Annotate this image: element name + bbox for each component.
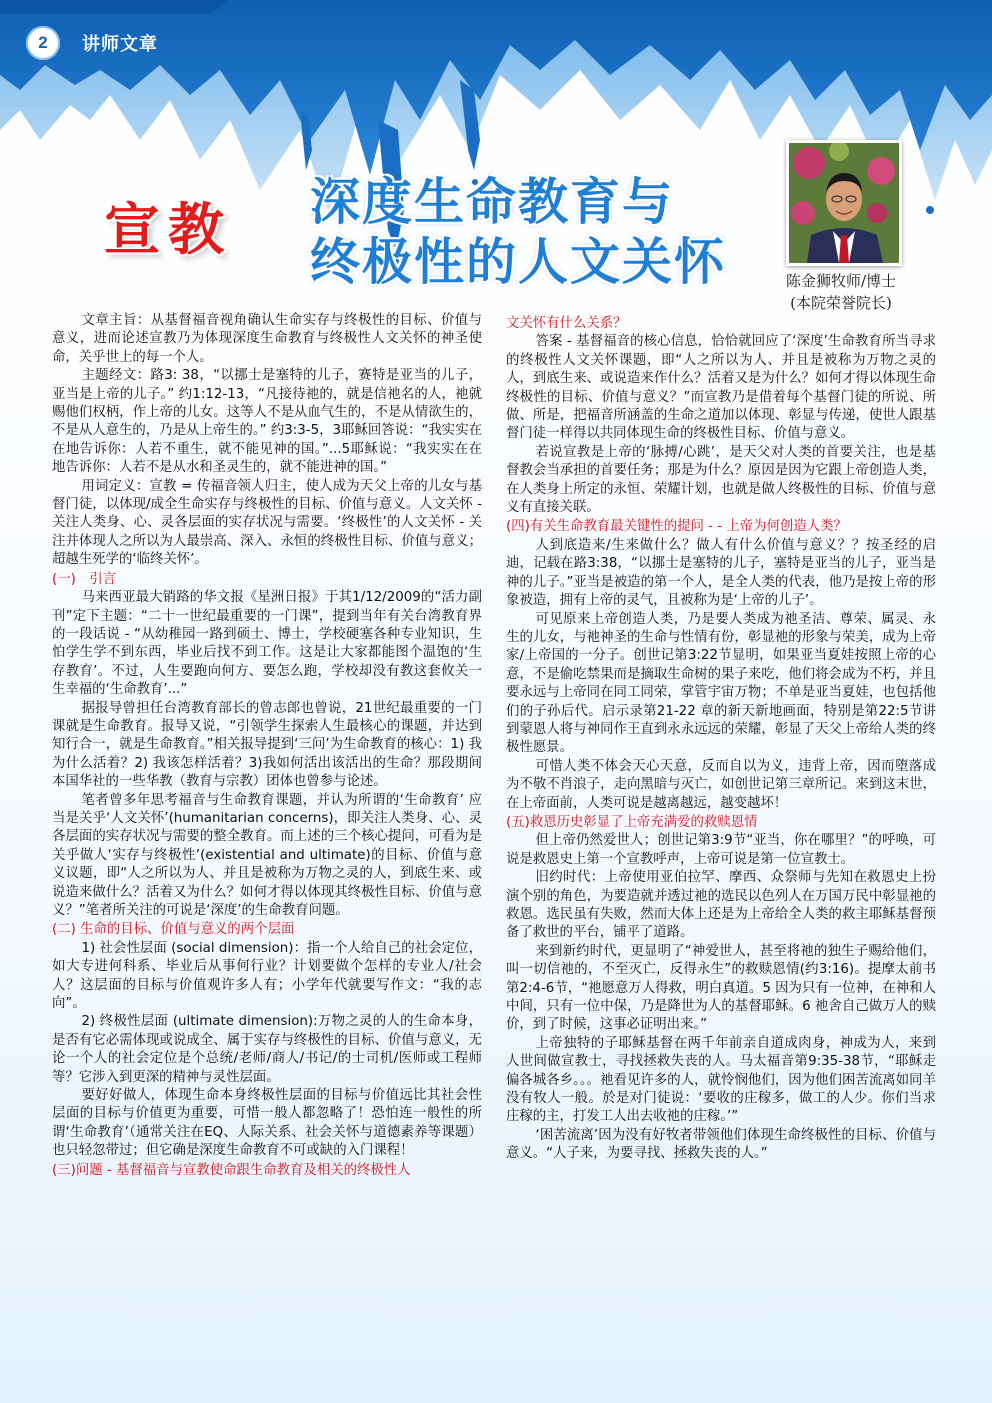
paragraph: 来到新约时代，更显明了“神爱世人，甚至将祂的独生子赐给他们，叫一切信祂的，不至灭亡，反得永生”的救赎恩情(约3:16)。提摩太前书第2:4-6节，“祂愿意万人得救，明白真道。5 因为只有一位神，在神和人中间，只有一位中保，乃是降世为人的基督耶稣。6 祂舍自己做万人的赎价，到了时候，这事必证明出来。”	[506, 943, 936, 1033]
column-right	[506, 314, 936, 1164]
paragraph: 主题经文：路3: 38，“以挪士是塞特的儿子，赛特是亚当的儿子，亚当是上帝的儿子。” 约1:12-13，“凡接待祂的，就是信祂名的人，祂就赐他们权柄，作上帝的儿女。这等人不是从血气生的，不是从情欲生的，不是从人意生的，乃是从上帝生的。” 约3:3-5，3耶稣回答说：“我实实在在地告诉你：人若不重生，就不能见神的国。”...5耶稣说：“我实实在在地告诉你：人若不是从水和圣灵生的，就不能进神的国。”	[52, 368, 482, 476]
paragraph: ‘困苦流离’因为没有好牧者带领他们体现生命终极性的目标、价值与意义。“人子来，为要寻找、拯救失丧的人。”	[506, 1127, 936, 1162]
paragraph: 据报导曾担任台湾教育部长的曾志郎也曾说，21世纪最重要的一门课就是生命教育。报导又说，“引领学生探索人生最核心的课题，并达到知行合一，就是生命教育。”相关报导提到‘三问’为生命教育的核心：1) 我为什么活着？2) 我该怎样活着？3)我如何活出该活出的生命？那段期间本国华社的一些华教（教育与宗教）团体也曾参与论述。	[52, 700, 482, 790]
header-bar	[0, 26, 200, 60]
title-red-word: 宣教	[104, 197, 232, 263]
page-number: 2	[26, 26, 60, 60]
section-heading-continued: 文关怀有什么关系？	[506, 316, 627, 331]
paragraph: 可惜人类不体会天心天意，反而自以为义，违背上帝，因而堕落成为不敬不肖浪子，走向黑暗与灭亡，如创世记第三章所记。来到这末世，在上帝面前，人类可说是越离越远，越变越坏！	[506, 758, 936, 811]
section-heading: (一) 引言	[52, 571, 117, 587]
paragraph: 但上帝仍然爱世人；创世记第3:9节“亚当，你在哪里？”的呼唤，可说是救恩史上第一个宣教呼声，上帝可说是第一位宣教士。	[506, 833, 936, 867]
author-photo	[786, 140, 902, 266]
paragraph: 若说宣教是上帝的‘脉搏/心跳’，是天父对人类的首要关注，也是基督教会当承担的首要任务；那是为什么？原因是因为它跟上帝创造人类，在人类身上所定的永恒、荣耀计划，也就是做人终极性的目标、价值与意义有直接关联。	[506, 444, 936, 516]
section-heading: (五)救恩历史彰显了上帝充满爱的救赎恩情	[506, 814, 758, 830]
paragraph: 要好好做人，体现生命本身终极性层面的目标与价值远比其社会性层面的目标与价值更为重要，可惜一般人都忽略了！恐怕连一般性的所谓‘生命教育’（通常关注在EQ、人际关系、社会关怀与道德素养等课题）也只轻忽带过；但它确是深度生命教育不可或缺的入门课程！	[52, 1088, 482, 1159]
paragraph: 答案 - 基督福音的核心信息，恰恰就回应了‘深度’生命教育所当寻求的终极性人文关怀课题，即“人之所以为人、并且是被称为万物之灵的人，到底生来、或说造来作什么？活着又是为什么？如何才得以体现生命终极性的目标、价值与意义？”而宣教乃是借着每个基督门徒的所说、所做、所是，把福音所涵盖的生命之道加以体现、彰显与传递，使世人跟基督门徒一样得以共同体现生命的终极性目标、价值与意义。	[506, 334, 936, 442]
paragraph: 上帝独特的子耶稣基督在两千年前亲自道成肉身，神成为人，来到人世间做宣教士，寻找拯救失丧的人。马太福音第9:35-38节，“耶稣走偏各城各乡。。。祂看见许多的人，就怜悯他们，因为他们困苦流离如同羊没有牧人一般。於是对门徒说：‘要收的庄稼多，做工的人少。你们当求庄稼的主，打发工人出去收祂的庄稼。’”	[506, 1035, 936, 1125]
paragraph: 旧约时代：上帝使用亚伯拉罕、摩西、众祭师与先知在救恩史上扮演个别的角色，为要造就并透过祂的选民以色列人在万国万民中彰显祂的救恩。选民虽有失败，然而大体上还是为上帝给全人类的救主耶稣基督预备了救世的平台，铺平了道路。	[506, 870, 936, 941]
section-heading: (四)有关生命教育最关键性的提问 - - 上帝为何创造人类？	[506, 519, 847, 535]
paragraph: 文章主旨：从基督福音视角确认生命实存与终极性的目标、价值与意义，进而论述宣教乃为体现深度生命教育与终极性人文关怀的神圣使命，关乎世上的每一个人。	[52, 313, 482, 365]
paragraph: 笔者曾多年思考福音与生命教育课题，并认为所谓的‘生命教育’ 应当是关乎‘人文关怀’(humanitarian concerns)，即关注人类身、心、灵各层面的实存状况与需要的整全教育。而上述的三个核心提问，可看为是关乎做人‘实存与终极性’(existential and ultimate)的目标、价值与意义议题，即“人之所以为人、并且是被称为万物之灵的人，到底生来、或说造来做什么？活着又为什么？如何才得以体现其终极性目标、价值与意义？”笔者所关注的可说是‘深度’的生命教育问题。	[52, 792, 482, 918]
author-role: (本院荣誉院长)	[790, 294, 892, 312]
paragraph: 2) 终极性层面 (ultimate dimension):万物之灵的人的生命本身，是否有它必需体现或说成全、属于实存与终极性的目标、价值与意义，无论一个人的社会定位是个总统/老师/商人/书记/的士司机/医师或工程师等？它涉入到更深的精神与灵性层面。	[52, 1014, 482, 1085]
article-title	[310, 172, 726, 292]
title-line-2: 终极性的人文关怀	[310, 233, 726, 291]
paragraph: 人到底造来/生来做什么？做人有什么价值与意义？？按圣经的启迪，记载在路3:38，“以挪士是塞特的儿子，塞特是亚当的儿子，亚当是神的儿子。”亚当是被造的第一个人，是全人类的代表，他乃是按上帝的形象被造，拥有上帝的灵气，且被称为是‘上帝的儿子’。	[506, 537, 936, 609]
paragraph: 用词定义：宣教 = 传福音领人归主，使人成为天父上帝的儿女与基督门徒，以体现/成全生命实存与终极性的目标、价值与意义。人文关怀 - 关注人类身、心、灵各层面的实存状况与需要。‘终极性’的人文关怀 - 关注并体现人之所以为人最崇高、深入、永恒的终极性目标、价值与意义；超越生死学的‘临终关怀’。	[52, 478, 482, 568]
paragraph: 可见原来上帝创造人类，乃是要人类成为祂圣洁、尊荣、属灵、永生的儿女，与祂神圣的生命与性情有份，彰显祂的形象与荣美，成为上帝家/上帝国的一分子。创世记第3:22节显明，如果亚当夏娃按照上帝的心意，不是偷吃禁果而是摘取生命树的果子来吃，他们将会成为不朽，并且要永远与上帝同在同工同荣，掌管宇宙万物；不单是亚当夏娃，也包括他们的子孙后代。启示录第21-22 章的新天新地画面，特别是第22:5节讲到蒙恩人将与神同作王直到永永远远的荣耀，彰显了天父上帝给人类的终极性愿景。	[506, 611, 936, 756]
column-left	[52, 312, 482, 1180]
section-heading: (二) 生命的目标、价值与意义的两个层面	[52, 922, 295, 938]
paragraph: 1) 社会性层面 (social dimension)：指一个人给自己的社会定位，如大专进何科系、毕业后从事何行业？计划要做个怎样的专业人/社会人？这层面的目标与价值观许多人有；小学年代就要写作文：“我的志向”。	[52, 940, 482, 1012]
title-line-1: 深度生命教育与	[310, 173, 674, 231]
author-caption	[756, 270, 926, 314]
section-title: 讲师文章	[82, 34, 158, 55]
paragraph: 马来西亚最大销路的华文报《星洲日报》于其1/12/2009的“活力副刊”定下主题：“二十一世纪最重要的一门课”，提到当年有关台湾教育界的一段话说 - “从幼稚园一路到硕士、博士，学校硬塞各种专业知识，生怕学生学不到东西，毕业后找不到工作。这是让大家都能图个温饱的‘生存教育’。不过，人生要跑向何方、要怎么跑，学校却没有教这套攸关一生幸福的‘生命教育’...”	[52, 590, 482, 698]
author-name: 陈金狮牧师/博士	[785, 272, 897, 290]
section-heading: (三)问题 - 基督福音与宣教使命跟生命教育及相关的终极性人	[52, 1162, 411, 1178]
